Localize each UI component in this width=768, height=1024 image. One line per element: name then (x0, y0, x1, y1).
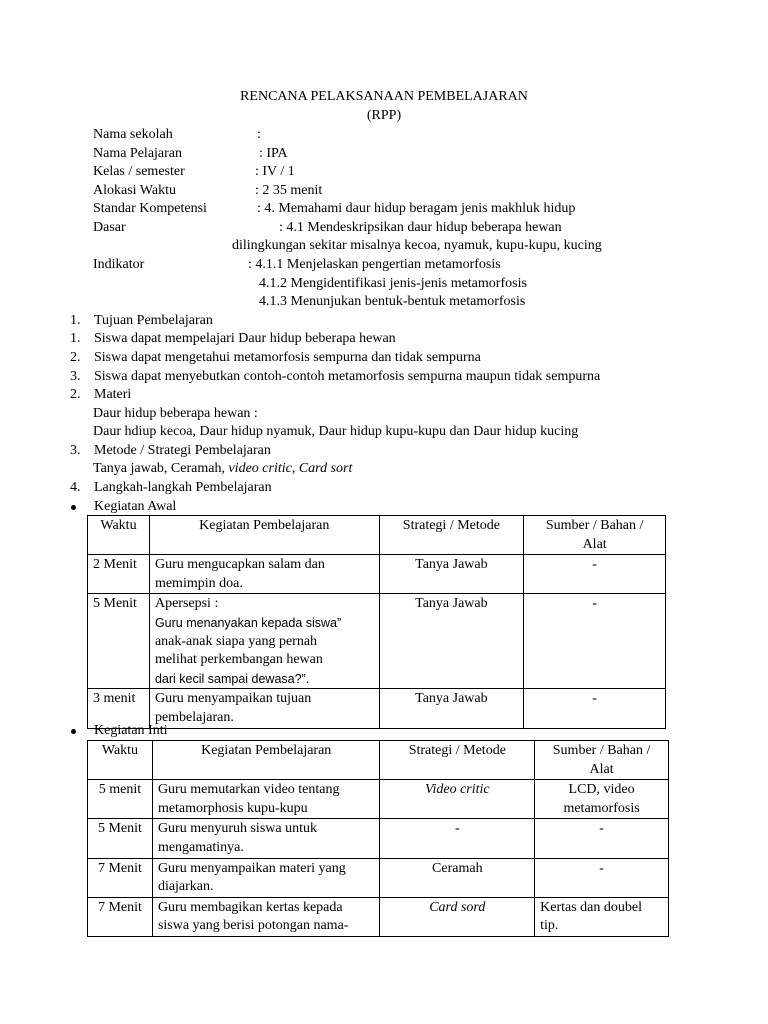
table-row (88, 555, 666, 594)
cell-sumber: - (535, 819, 669, 858)
indikator-value-3: 4.1.3 Menunjukan bentuk-bentuk metamorfosis (259, 294, 526, 309)
cell-sumber-line: Kertas dan doubel (540, 899, 642, 915)
cell-kegiatan-line: Guru menyuruh siswa untuk (157, 821, 317, 837)
header-sumber-line2: Alat (582, 536, 607, 552)
kegiatan-inti-title: Kegiatan Inti (94, 723, 168, 738)
section-title-materi: Materi (94, 387, 132, 402)
cell-kegiatan (149, 555, 379, 594)
header-strategi: Strategi / Metode (379, 516, 524, 555)
cell-kegiatan-line: memimpin doa. (154, 575, 243, 591)
cell-kegiatan-line: mengamatinya. (157, 839, 244, 855)
cell-kegiatan (152, 897, 380, 936)
cell-kegiatan-line: Guru menyampaikan materi yang (157, 860, 346, 876)
header-kegiatan: Kegiatan Pembelajaran (149, 516, 379, 555)
table-row (88, 819, 669, 858)
section-title-metode: Metode / Strategi Pembelajaran (94, 443, 271, 458)
cell-kegiatan-line: Guru mengucapkan salam dan (154, 557, 325, 573)
cell-kegiatan (149, 689, 379, 728)
cell-kegiatan-line: pembelajaran. (154, 709, 234, 725)
indikator-label: Indikator (93, 257, 145, 272)
cell-strategi: Tanya Jawab (379, 689, 524, 728)
cell-waktu: 7 Menit (88, 858, 153, 897)
cell-strategi: Card sord (380, 897, 535, 936)
cell-kegiatan (152, 819, 380, 858)
cell-waktu: 7 Menit (88, 897, 153, 936)
section-number: 3. (70, 443, 81, 458)
metode-plain: Tanya jawab, Ceramah, (93, 461, 229, 476)
table-row (88, 780, 669, 819)
cell-sumber: - (524, 555, 666, 594)
cell-sumber (535, 897, 669, 936)
cell-kegiatan-line: diajarkan. (157, 879, 214, 895)
table-row (88, 594, 666, 689)
header-waktu: Waktu (88, 516, 150, 555)
kegiatan-awal-title: Kegiatan Awal (94, 499, 177, 514)
table-header-row (88, 741, 669, 780)
header-sumber-line1: Sumber / Bahan / (552, 743, 651, 758)
bullet-icon (71, 729, 76, 734)
cell-strategi: Tanya Jawab (379, 594, 524, 689)
standar-label: Standar Kompetensi (93, 201, 207, 216)
cell-sumber-line: LCD, video (568, 782, 635, 798)
kegiatan-inti-table (87, 740, 669, 937)
cell-sumber-line: tip. (540, 918, 559, 934)
kelas-label: Kelas / semester (93, 164, 185, 179)
cell-waktu: 2 Menit (88, 555, 150, 594)
cell-kegiatan-line: dari kecil sampai dewasa?”. (154, 671, 310, 686)
cell-strategi: Video critic (380, 780, 535, 819)
indikator-value: : 4.1.1 Menjelaskan pengertian metamorfosis (248, 257, 501, 272)
cell-kegiatan (152, 858, 380, 897)
header-kegiatan: Kegiatan Pembelajaran (152, 741, 380, 780)
page-subtitle: (RPP) (366, 108, 402, 123)
cell-kegiatan-line: anak-anak siapa yang pernah (154, 633, 318, 649)
alokasi-label: Alokasi Waktu (93, 183, 176, 198)
list-item-number: 2. (70, 350, 81, 365)
standar-value: : 4. Memahami daur hidup beragam jenis makhluk hidup (257, 201, 576, 216)
kegiatan-awal-table (87, 515, 666, 729)
materi-line-1: Daur hidup beberapa hewan : (93, 406, 258, 421)
cell-kegiatan-line: Apersepsi : (154, 596, 219, 612)
cell-strategi: Tanya Jawab (379, 555, 524, 594)
cell-kegiatan-line: Guru menanyakan kepada siswa” (154, 615, 342, 630)
header-sumber (524, 516, 666, 555)
section-number: 4. (70, 480, 81, 495)
header-strategi: Strategi / Metode (380, 741, 535, 780)
alokasi-value: : 2 35 menit (255, 183, 323, 198)
section-number: 1. (70, 313, 81, 328)
indikator-value-2: 4.1.2 Mengidentifikasi jenis-jenis metamorfosis (259, 276, 527, 291)
section-title-tujuan: Tujuan Pembelajaran (94, 313, 213, 328)
cell-strategi: Ceramah (380, 858, 535, 897)
metode-text (93, 460, 352, 478)
nama-sekolah-value: : (257, 127, 261, 142)
section-number: 2. (70, 387, 81, 402)
list-item-number: 3. (70, 369, 81, 384)
table-row (88, 858, 669, 897)
list-item: Siswa dapat mempelajari Daur hidup beberapa hewan (94, 331, 396, 346)
metode-italic-card: Card sort (298, 461, 353, 476)
table-row (88, 689, 666, 728)
metode-separator: , (291, 461, 299, 476)
table-row (88, 897, 669, 936)
list-item-number: 1. (70, 331, 81, 346)
cell-kegiatan (149, 594, 379, 689)
cell-kegiatan (152, 780, 380, 819)
materi-line-2: Daur hdiup kecoa, Daur hidup nyamuk, Daur hidup kupu-kupu dan Daur hidup kucing (93, 424, 579, 439)
section-title-langkah: Langkah-langkah Pembelajaran (94, 480, 272, 495)
cell-sumber: - (524, 689, 666, 728)
page-title: RENCANA PELAKSANAAN PEMBELAJARAN (240, 89, 528, 104)
list-item: Siswa dapat menyebutkan contoh-contoh metamorfosis sempurna maupun tidak sempurna (94, 369, 601, 384)
cell-sumber (535, 780, 669, 819)
header-waktu: Waktu (88, 741, 153, 780)
cell-kegiatan-line: metamorphosis kupu-kupu (157, 800, 308, 816)
cell-strategi: - (380, 819, 535, 858)
cell-sumber: - (535, 858, 669, 897)
cell-kegiatan-line: melihat perkembangan hewan (154, 652, 323, 668)
list-item: Siswa dapat mengetahui metamorfosis sempurna dan tidak sempurna (94, 350, 481, 365)
nama-pelajaran-value: : IPA (259, 146, 288, 161)
cell-kegiatan-line: Guru menyampaikan tujuan (154, 691, 312, 707)
table-header-row (88, 516, 666, 555)
cell-sumber: - (524, 594, 666, 689)
metode-italic-video: video critic (228, 461, 292, 476)
kelas-value: : IV / 1 (255, 164, 295, 179)
cell-waktu: 5 menit (88, 780, 153, 819)
nama-pelajaran-label: Nama Pelajaran (93, 146, 183, 161)
cell-sumber-line: metamorfosis (563, 800, 640, 816)
header-sumber (535, 741, 669, 780)
cell-kegiatan-line: siswa yang berisi potongan nama- (157, 918, 349, 934)
dasar-label: Dasar (93, 220, 126, 235)
bullet-icon (71, 505, 76, 510)
cell-waktu: 5 Menit (88, 594, 150, 689)
cell-waktu: 3 menit (88, 689, 150, 728)
nama-sekolah-label: Nama sekolah (93, 127, 173, 142)
cell-kegiatan-line: Guru membagikan kertas kepada (157, 899, 343, 915)
cell-kegiatan-line: Guru memutarkan video tentang (157, 782, 340, 798)
dasar-value-line2: dilingkungan sekitar misalnya kecoa, nyamuk, kupu-kupu, kucing (232, 238, 602, 253)
header-sumber-line1: Sumber / Bahan / (545, 518, 644, 533)
header-sumber-line2: Alat (589, 761, 614, 777)
cell-waktu: 5 Menit (88, 819, 153, 858)
dasar-value: : 4.1 Mendeskripsikan daur hidup beberapa hewan (279, 220, 562, 235)
